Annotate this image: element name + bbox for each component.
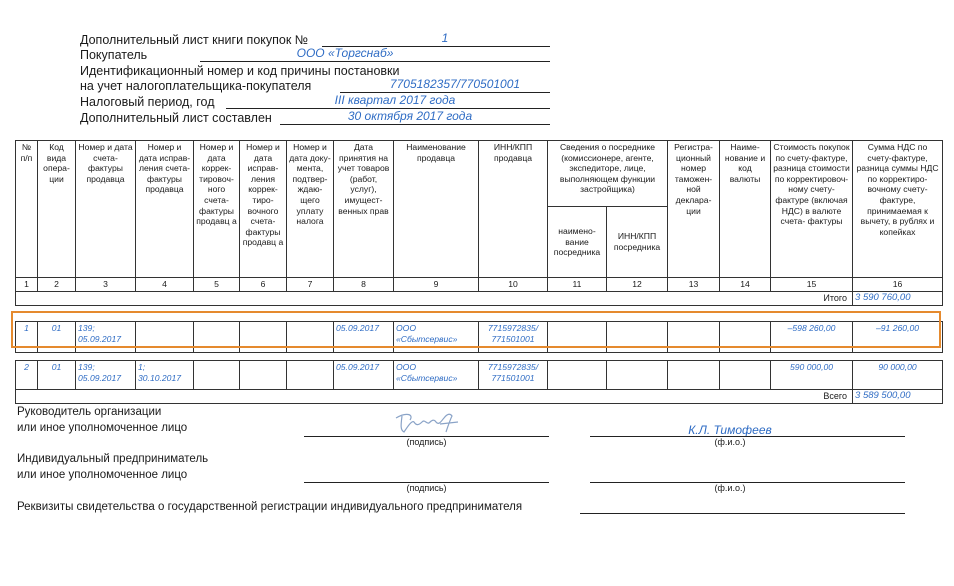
- row-op-code: 01: [38, 361, 76, 390]
- handwritten-signature: [392, 410, 462, 436]
- colnum: 3: [76, 278, 136, 292]
- row-seller: ООО «Сбытсервис»: [394, 361, 479, 390]
- header-col8: Дата принятия на учет товаров (работ, услуг), имущест- венных прав: [334, 141, 394, 278]
- fio-value: К.Л. Тимофеев: [688, 423, 772, 437]
- colnum: 16: [853, 278, 943, 292]
- header-col3: Номер и дата счета- фактуры продавца: [76, 141, 136, 278]
- row-cost: 590 000,00: [771, 361, 853, 390]
- inn-label-line2: на учет налогоплательщика-покупателя: [80, 79, 312, 93]
- row-inn: 7715972835/ 771501001: [479, 361, 548, 390]
- buyer-value: ООО «Торгснаб»: [296, 46, 394, 60]
- header-col5: Номер и дата коррек- тировоч- ного счета- фактуры продавц а: [194, 141, 240, 278]
- colnum: 11: [548, 278, 607, 292]
- vsego-label: Всего: [16, 390, 853, 404]
- purchase-book-table: [15, 140, 943, 404]
- colnum: 15: [771, 278, 853, 292]
- ip-label-line2: или иное уполномоченное лицо: [17, 469, 188, 481]
- compiled-label: Дополнительный лист составлен: [80, 111, 272, 125]
- requisites-label: Реквизиты свидетельства о государственной регистрации индивидуального предпринимателя: [17, 501, 523, 513]
- row-accept-date: 05.09.2017: [334, 361, 394, 390]
- row-seller: ООО «Сбытсервис»: [394, 322, 479, 353]
- itogo-value: 3 590 760,00: [853, 292, 943, 306]
- inn-label-line1: Идентификационный номер и код причины постановки: [80, 64, 400, 78]
- colnum: 5: [194, 278, 240, 292]
- head-label-line1: Руководитель организации: [17, 406, 162, 418]
- colnum: 1: [16, 278, 38, 292]
- colnum: 14: [720, 278, 771, 292]
- table-row: [16, 361, 943, 390]
- head-label-line2: или иное уполномоченное лицо: [17, 422, 188, 434]
- row-accept-date: 05.09.2017: [334, 322, 394, 353]
- colnum: 4: [136, 278, 194, 292]
- row-op-code: 01: [38, 322, 76, 353]
- header-col12: ИНН/КПП посредника: [607, 207, 668, 278]
- row-vat: 90 000,00: [853, 361, 943, 390]
- header-col7: Номер и дата доку- мента, подтвер- ждаю- щего уплату налога: [287, 141, 334, 278]
- row-num: 2: [16, 361, 38, 390]
- table-row: [16, 322, 943, 353]
- period-label: Налоговый период, год: [80, 95, 215, 109]
- header-col13: Регистра- ционный номер таможен- ной деклара- ции: [668, 141, 720, 278]
- signature-caption-2: (подпись): [406, 483, 447, 493]
- header-col14: Наиме- нование и код валюты: [720, 141, 771, 278]
- colnum: 6: [240, 278, 287, 292]
- header-intermediary: Сведения о посреднике (комиссионере, агенте, экспедиторе, лице, выполняющем функции застройщика): [548, 141, 668, 207]
- compiled-value: 30 октября 2017 года: [347, 109, 473, 123]
- row-invoice: 139; 05.09.2017: [76, 322, 136, 353]
- row-num: 1: [16, 322, 38, 353]
- fio-caption-2: (ф.и.о.): [714, 483, 746, 493]
- colnum: 8: [334, 278, 394, 292]
- header-col16: Сумма НДС по счету-фактуре, разница суммы НДС по корректиро- вочному счету- фактуре, принимаемая к вычету, в рублях и копейках: [853, 141, 943, 278]
- header-col4: Номер и дата исправ- ления счета- фактуры продавца: [136, 141, 194, 278]
- vsego-row: [16, 390, 943, 404]
- header-col15: Стоимость покупок по счету-фактуре, разница стоимости по корректировоч- ному счету- фактуре (включая НДС) в валюте счета- фактуры: [771, 141, 853, 278]
- ip-label-line1: Индивидуальный предприниматель: [17, 453, 209, 465]
- colnum: 12: [607, 278, 668, 292]
- vsego-value: 3 589 500,00: [853, 390, 943, 404]
- buyer-label: Покупатель: [80, 48, 148, 62]
- colnum: 9: [394, 278, 479, 292]
- row-invoice: 139; 05.09.2017: [76, 361, 136, 390]
- itogo-row: [16, 292, 943, 306]
- column-number-row: [16, 278, 943, 292]
- header-col9: Наименование продавца: [394, 141, 479, 278]
- sheet-title: Дополнительный лист книги покупок №: [80, 33, 309, 47]
- header-col1: № п/п: [16, 141, 38, 278]
- row-inn: 7715972835/ 771501001: [479, 322, 548, 353]
- colnum: 2: [38, 278, 76, 292]
- inn-value: 7705182357/770501001: [389, 77, 521, 91]
- header-col10: ИНН/КПП продавца: [479, 141, 548, 278]
- colnum: 10: [479, 278, 548, 292]
- colnum: 7: [287, 278, 334, 292]
- header-col6: Номер и дата исправ- ления коррек- тиро- вочного счета- фактуры продавц а: [240, 141, 287, 278]
- sheet-number: 1: [441, 31, 449, 45]
- row-vat: –91 260,00: [853, 322, 943, 353]
- itogo-label: Итого: [16, 292, 853, 306]
- period-value: III квартал 2017 года: [334, 93, 456, 107]
- fio-caption: (ф.и.о.): [714, 437, 746, 447]
- colnum: 13: [668, 278, 720, 292]
- row-correction: 1; 30.10.2017: [136, 361, 194, 390]
- header-col2: Код вида опера- ции: [38, 141, 76, 278]
- signature-caption: (подпись): [406, 437, 447, 447]
- header-col11: наимено- вание посредника: [548, 207, 607, 278]
- row-correction: [136, 322, 194, 353]
- row-cost: –598 260,00: [771, 322, 853, 353]
